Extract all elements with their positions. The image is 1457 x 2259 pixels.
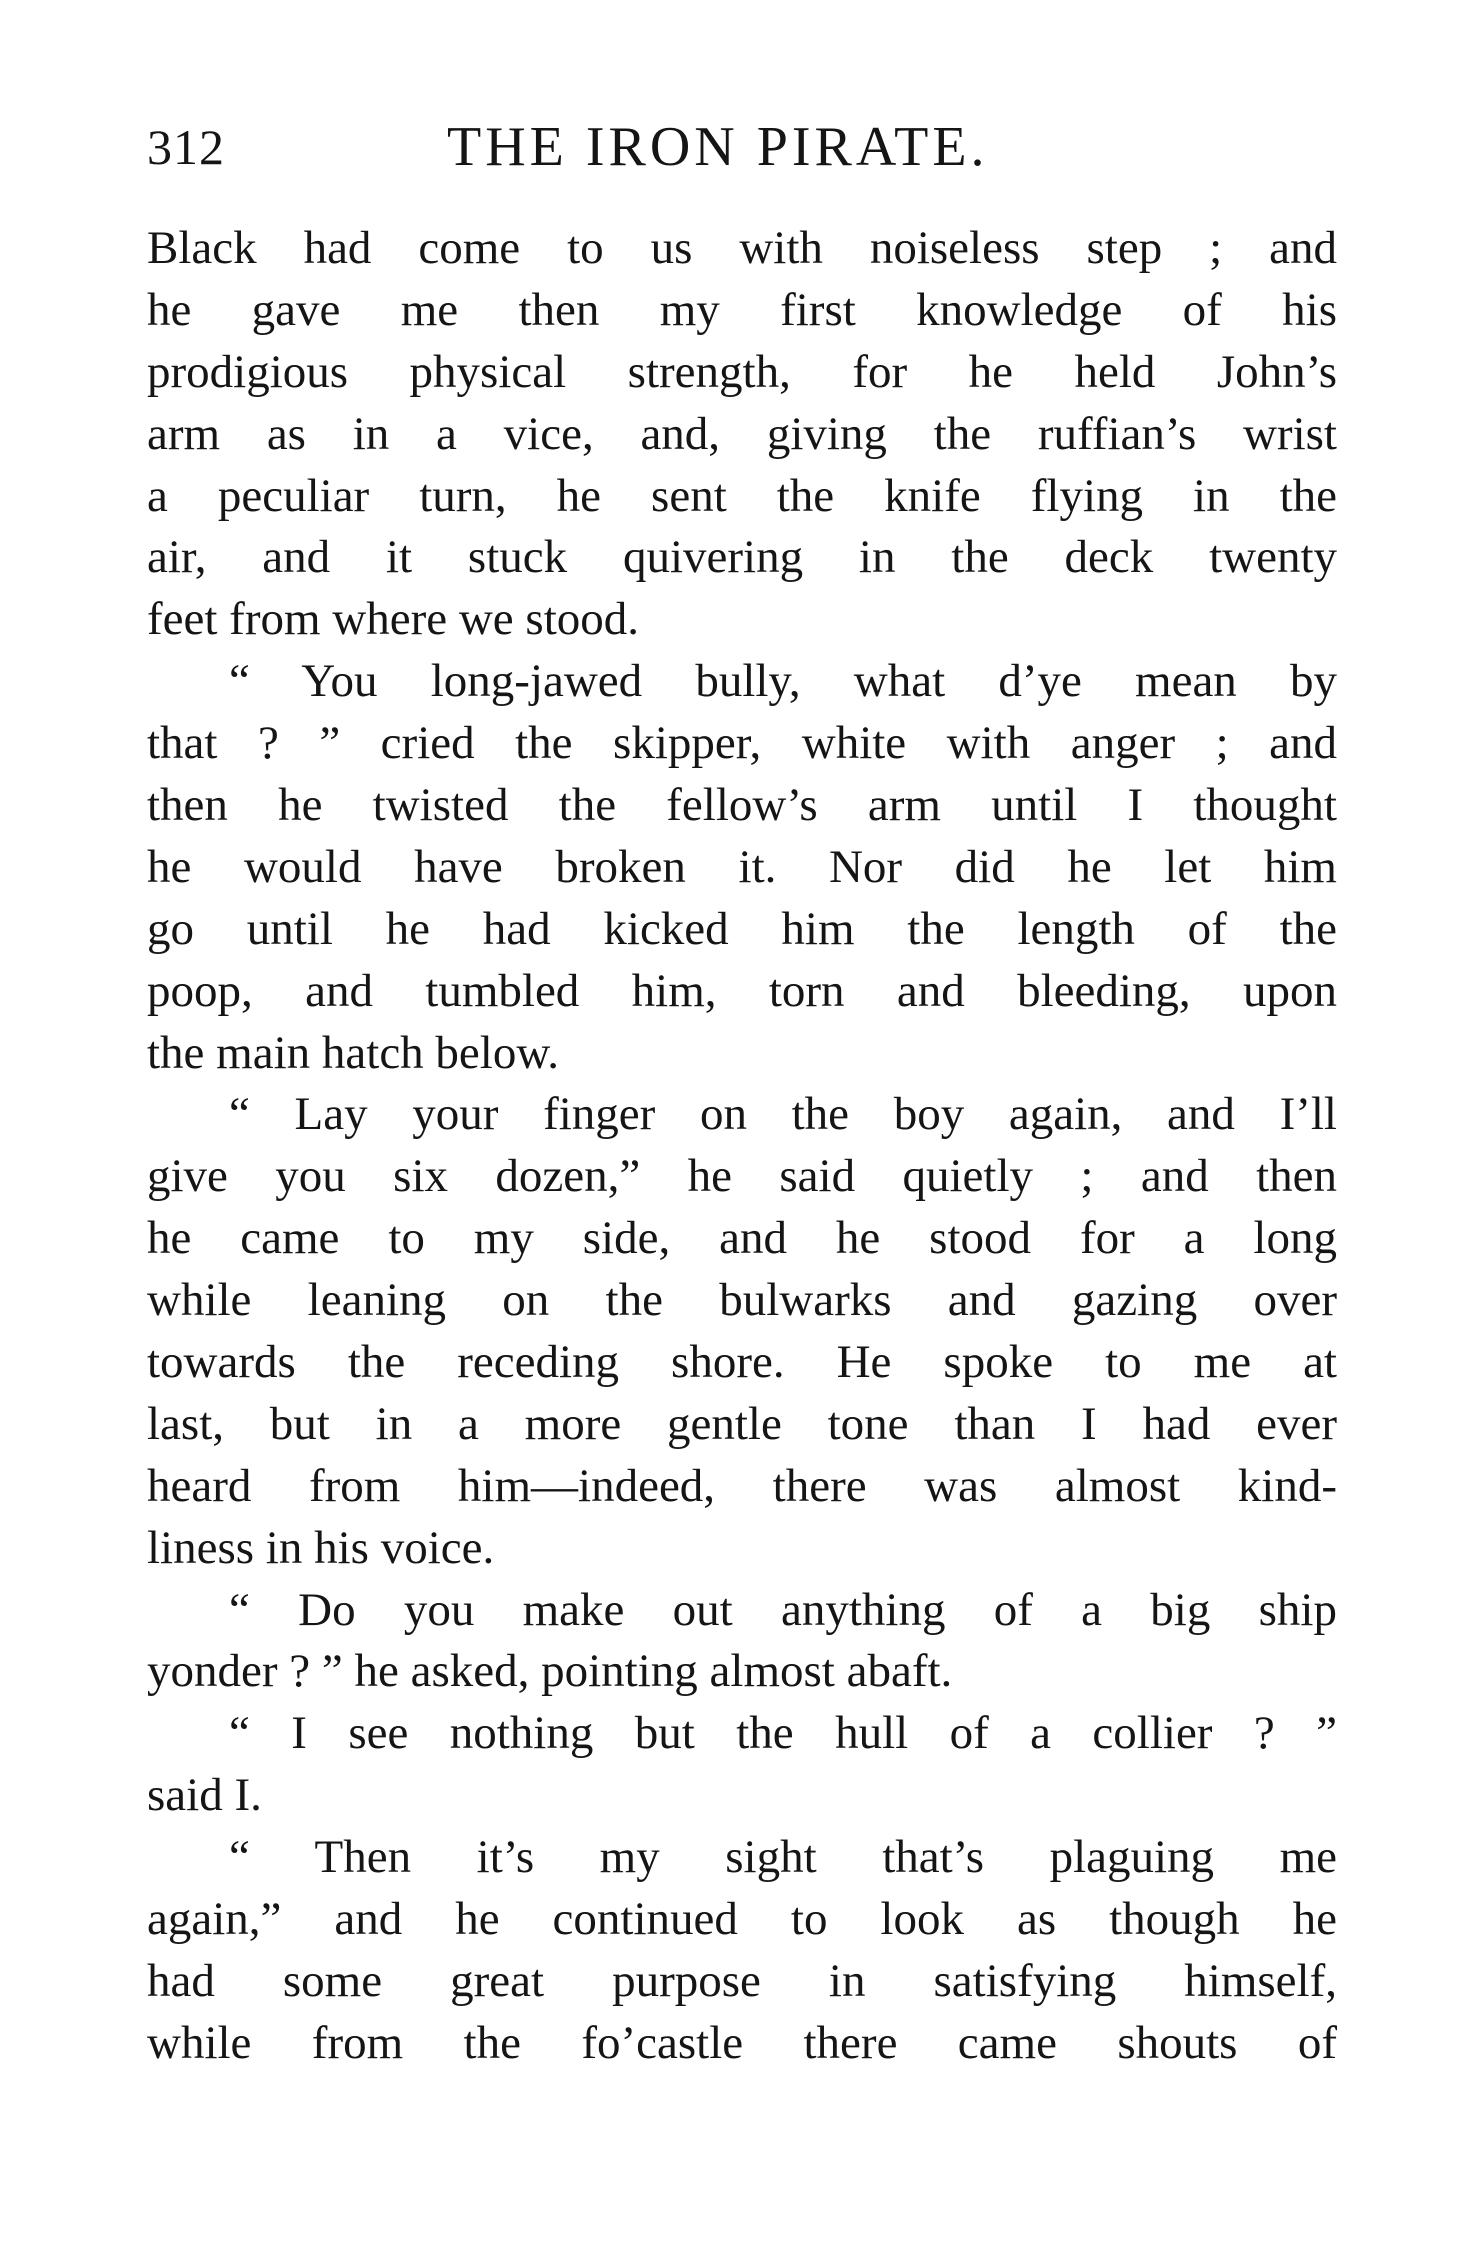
text-line: “ Then it’s my sight that’s plaguing me — [229, 1831, 1337, 1884]
text-line: had some great purpose in satisfying himself, — [147, 1954, 1337, 2007]
page-number: 312 — [147, 119, 225, 175]
text-line: “ Lay your finger on the boy again, and I’ll — [229, 1088, 1337, 1141]
text-line: liness in his voice. — [147, 1521, 495, 1574]
text-line: last, but in a more gentle tone than I had ever — [147, 1397, 1337, 1450]
text-line: again,” and he continued to look as though he — [147, 1893, 1337, 1946]
text-line: heard from him—indeed, there was almost kind- — [147, 1459, 1337, 1512]
text-line: go until he had kicked him the length of the — [147, 902, 1337, 955]
text-line: the main hatch below. — [147, 1026, 559, 1079]
body-text — [147, 218, 1337, 2075]
text-line: he gave me then my first knowledge of his — [147, 283, 1337, 336]
text-line: a peculiar turn, he sent the knife flying in the — [147, 469, 1337, 522]
running-title: THE IRON PIRATE. — [447, 116, 989, 178]
text-line: yonder ? ” he asked, pointing almost abaft. — [147, 1645, 953, 1698]
text-line: he came to my side, and he stood for a long — [147, 1212, 1337, 1265]
text-line: “ Do you make out anything of a big ship — [229, 1583, 1337, 1636]
text-line: air, and it stuck quivering in the deck twenty — [147, 531, 1337, 584]
text-line: towards the receding shore. He spoke to me at — [147, 1336, 1337, 1389]
text-line: that ? ” cried the skipper, white with anger ; and — [147, 717, 1337, 770]
text-line: prodigious physical strength, for he held John’s — [147, 345, 1337, 398]
text-line: feet from where we stood. — [147, 593, 640, 646]
text-line: while from the fo’castle there came shouts of — [147, 2016, 1337, 2069]
text-line: “ I see nothing but the hull of a collier ? ” — [229, 1707, 1337, 1760]
text-line: give you six dozen,” he said quietly ; and then — [147, 1150, 1337, 1203]
text-line: he would have broken it. Nor did he let him — [147, 840, 1337, 893]
text-line: then he twisted the fellow’s arm until I thought — [147, 779, 1337, 832]
text-line: while leaning on the bulwarks and gazing over — [147, 1274, 1337, 1327]
text-line: Black had come to us with noiseless step ; and — [147, 222, 1337, 274]
text-line: arm as in a vice, and, giving the ruffian’s wrist — [147, 407, 1337, 460]
running-head — [147, 112, 1337, 182]
text-line: “ You long-jawed bully, what d’ye mean by — [229, 655, 1337, 708]
text-line: poop, and tumbled him, torn and bleeding, upon — [147, 964, 1337, 1017]
text-line: said I. — [147, 1769, 262, 1822]
